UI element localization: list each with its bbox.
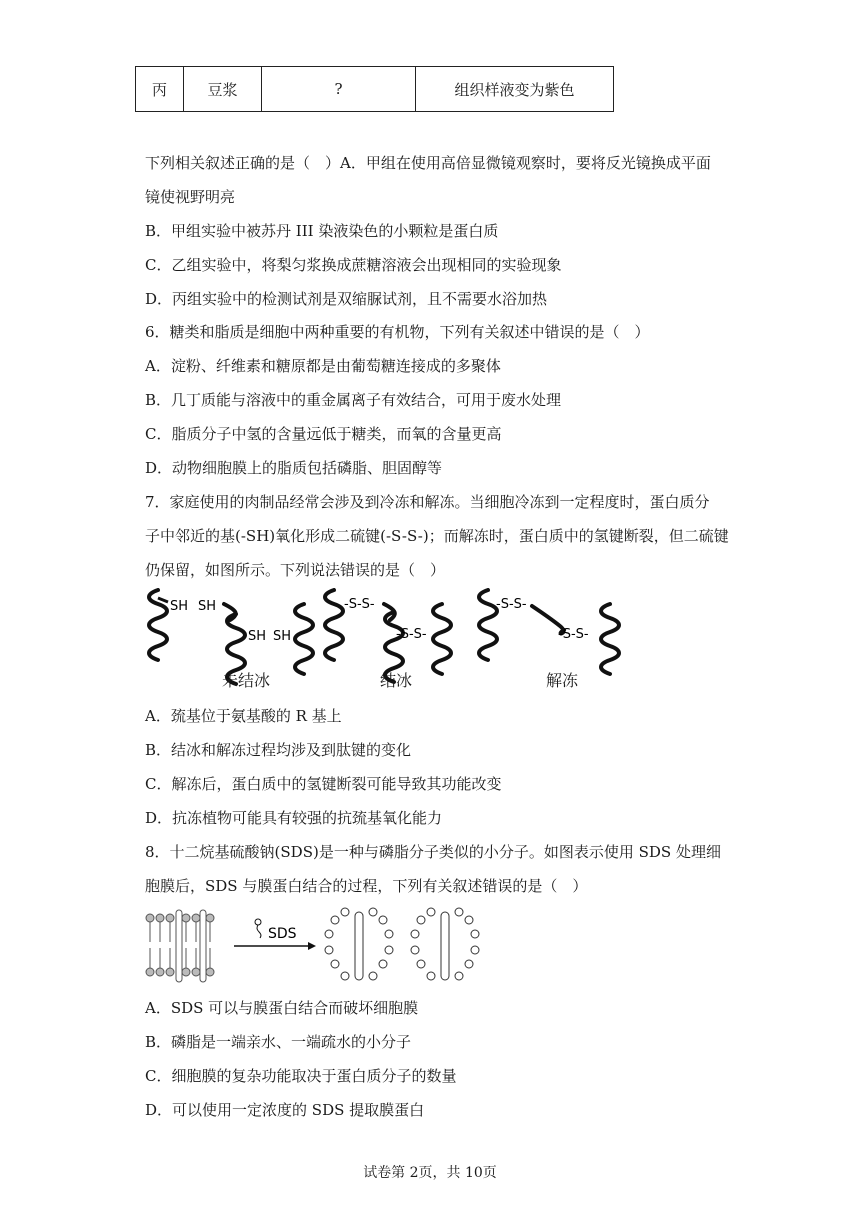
sh-label: SH	[273, 629, 292, 644]
disulfide-label: -S-S-	[344, 597, 375, 612]
q7-stem-line3: 仍保留，如图所示。下列说法错误的是（ ）	[145, 561, 446, 579]
figure-label-frozen: 结冰	[380, 671, 413, 690]
q7-option-d: D．抗冻植物可能具有较强的抗巯基氧化能力	[145, 809, 443, 827]
table-cell-group: 丙	[136, 67, 184, 112]
q5-option-b: B．甲组实验中被苏丹 III 染液染色的小颗粒是蛋白质	[145, 222, 499, 240]
q7-option-c: C．解冻后，蛋白质中的氢键断裂可能导致其功能改变	[145, 775, 502, 793]
q7-option-a: A．巯基位于氨基酸的 R 基上	[145, 707, 342, 725]
q5-option-d: D．丙组实验中的检测试剂是双缩脲试剂，且不需要水浴加热	[145, 290, 548, 308]
experiment-table-row	[135, 66, 614, 112]
q6-option-d: D．动物细胞膜上的脂质包括磷脂、胆固醇等	[145, 459, 443, 477]
protein-coil	[325, 590, 343, 660]
q5-stem-line2: 镜使视野明亮	[145, 188, 236, 206]
sds-membrane-figure	[140, 906, 500, 992]
protein-coil	[479, 590, 497, 660]
table-cell-material: 豆浆	[184, 67, 262, 112]
disulfide-label: -S-S-	[558, 627, 589, 642]
q7-stem-line2: 子中邻近的基(-SH)氧化形成二硫键(-S-S-)；而解冻时，蛋白质中的氢键断裂，但二硫键	[145, 527, 729, 545]
table-cell-reagent: ?	[262, 67, 416, 112]
figure-label-unfrozen: 未结冰	[222, 671, 271, 690]
sh-label: SH	[198, 599, 217, 614]
q6-stem: 6．糖类和脂质是细胞中两种重要的有机物，下列有关叙述中错误的是（ ）	[145, 323, 650, 341]
q5-stem-line1: 下列相关叙述正确的是（ ）A．甲组在使用高倍显微镜观察时，要将反光镜换成平面	[145, 154, 711, 172]
protein-coil	[433, 604, 451, 674]
sds-protein-complex	[325, 908, 393, 980]
sh-label: SH	[248, 629, 267, 644]
q5-option-c: C．乙组实验中，将梨匀浆换成蔗糖溶液会出现相同的实验现象	[145, 256, 562, 274]
sds-molecule-icon	[255, 919, 261, 925]
q7-stem-line1: 7．家庭使用的肉制品经常会涉及到冷冻和解冻。当细胞冷冻到一定程度时，蛋白质分	[145, 493, 710, 511]
sh-label: SH	[170, 599, 189, 614]
q8-option-c: C．细胞膜的复杂功能取决于蛋白质分子的数量	[145, 1067, 457, 1085]
membrane-protein	[200, 910, 206, 982]
q8-option-a: A．SDS 可以与膜蛋白结合而破坏细胞膜	[145, 999, 419, 1017]
q8-stem-line2: 胞膜后，SDS 与膜蛋白结合的过程，下列有关叙述错误的是（ ）	[145, 877, 588, 895]
disulfide-label: -S-S-	[496, 597, 527, 612]
disulfide-label: -S-S-	[396, 627, 427, 642]
q6-option-c: C．脂质分子中氢的含量远低于糖类，而氧的含量更高	[145, 425, 502, 443]
q8-option-d: D．可以使用一定浓度的 SDS 提取膜蛋白	[145, 1101, 425, 1119]
protein-coil	[601, 604, 619, 674]
membrane-protein	[176, 910, 182, 982]
sds-label: SDS	[268, 926, 297, 942]
q7-option-b: B．结冰和解冻过程均涉及到肽键的变化	[145, 741, 412, 759]
q8-option-b: B．磷脂是一端亲水、一端疏水的小分子	[145, 1033, 412, 1051]
q6-option-a: A．淀粉、纤维素和糖原都是由葡萄糖连接成的多聚体	[145, 357, 501, 375]
protein-coil	[295, 604, 313, 674]
table-cell-result: 组织样液变为紫色	[416, 67, 614, 112]
page-footer: 试卷第 2页，共 10页	[363, 1165, 497, 1181]
q6-option-b: B．几丁质能与溶液中的重金属离子有效结合，可用于废水处理	[145, 391, 562, 409]
figure-label-thawed: 解冻	[546, 671, 579, 690]
q8-stem-line1: 8．十二烷基硫酸钠(SDS)是一种与磷脂分子类似的小分子。如图表示使用 SDS 处理细	[145, 843, 721, 861]
sds-protein-complex	[411, 908, 479, 980]
